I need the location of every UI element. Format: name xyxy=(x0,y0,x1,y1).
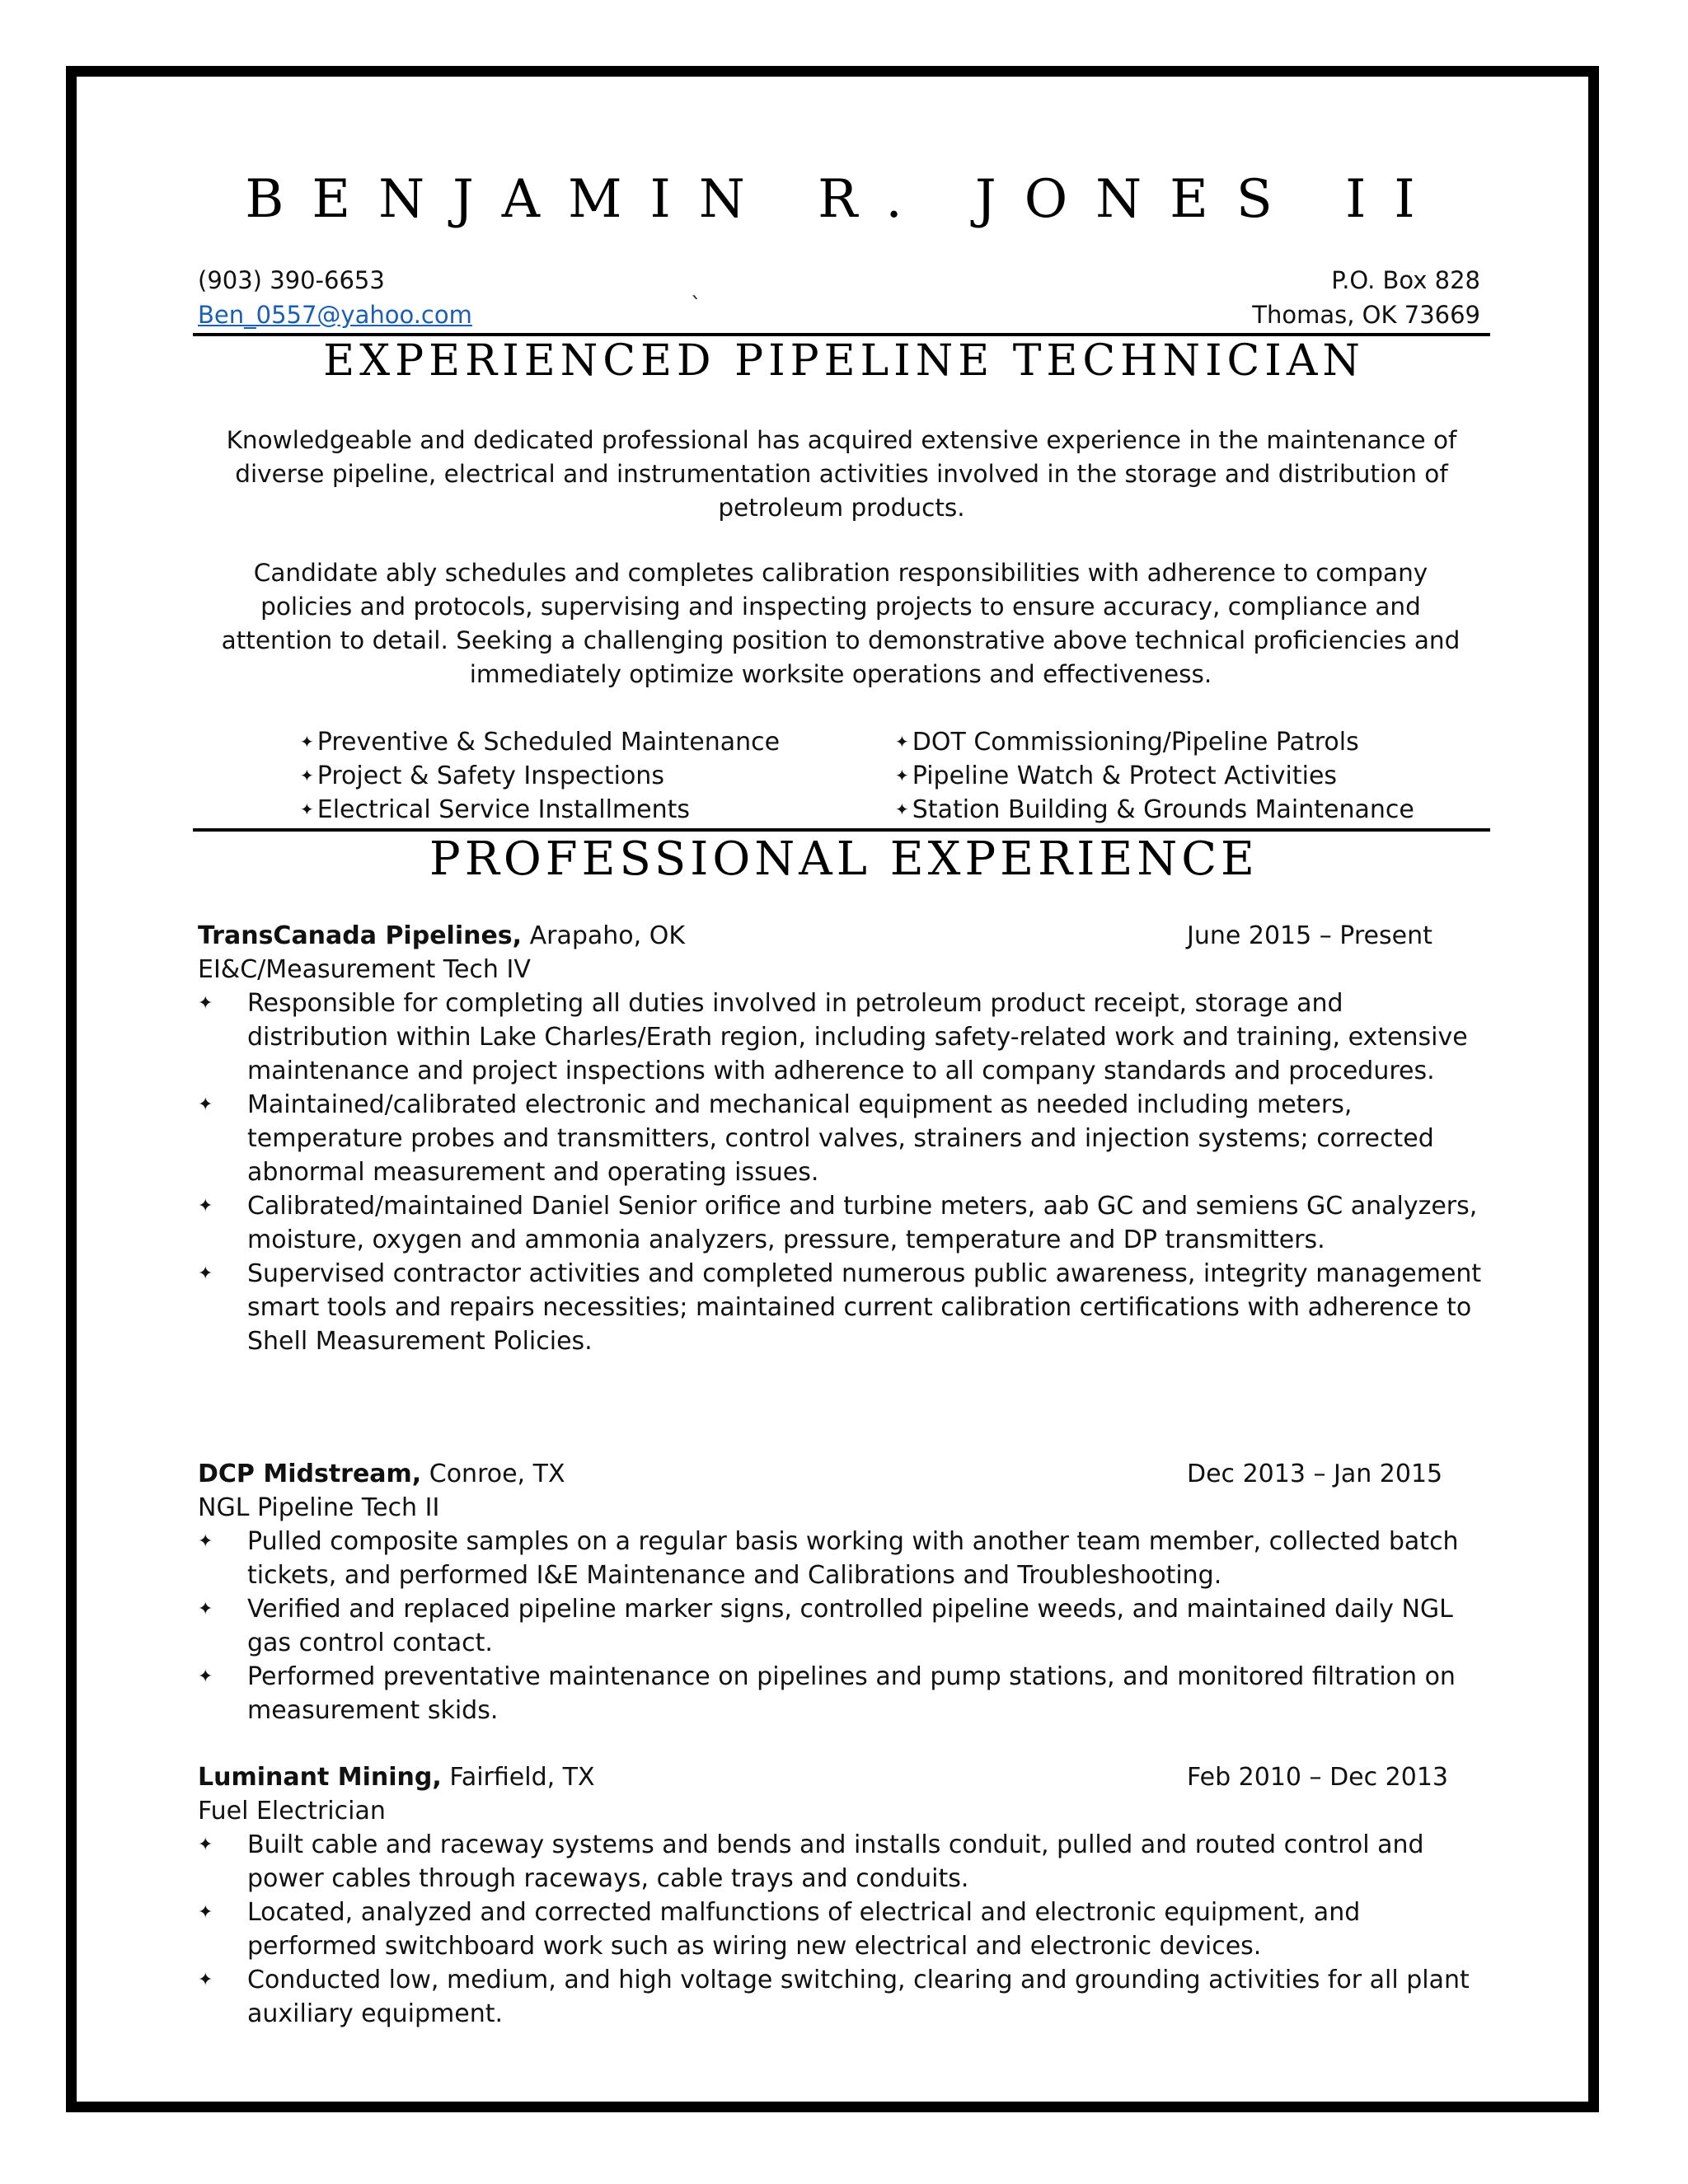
star-bullet-icon: ✦ xyxy=(895,766,909,785)
job-location: Fairfield, TX xyxy=(449,1763,595,1792)
job-dates: Dec 2013 – Jan 2015 xyxy=(1187,1460,1443,1488)
summary-paragraph-1: Knowledgeable and dedicated professional has acquired extensive experience in the maintenance of diverse pipeline, electrical and instrumentation activities involved in the storage and distribution of petroleum products. xyxy=(226,426,1457,522)
skill-item: ✦ DOT Commissioning/Pipeline Patrols xyxy=(895,728,1359,757)
star-bullet-icon: ✦ xyxy=(300,766,314,785)
skills-list-right xyxy=(895,725,1414,827)
experience-heading: PROFESSIONAL EXPERIENCE xyxy=(429,832,1259,886)
star-bullet-icon: ✦ xyxy=(198,1094,213,1115)
job-header xyxy=(198,1457,565,1491)
star-bullet-icon: ✦ xyxy=(198,1666,213,1687)
job-location: Conroe, TX xyxy=(429,1460,565,1488)
skill-item: ✦ Preventive & Scheduled Maintenance xyxy=(300,728,781,757)
job-header xyxy=(198,919,685,953)
star-bullet-icon: ✦ xyxy=(198,1531,213,1552)
skill-item: ✦ Electrical Service Installments xyxy=(300,795,690,824)
company-name: TransCanada Pipelines, xyxy=(198,921,523,950)
company-name: Luminant Mining, xyxy=(198,1763,442,1792)
star-bullet-icon: ✦ xyxy=(895,732,909,752)
stray-mark: ` xyxy=(691,293,701,318)
list-item: ✦ Responsible for completing all duties involved in petroleum product receipt, storage and distribution within Lake Charles/Erath region, including safety-related work and training, extensive maintenance and project inspections with adherence to all company standards and procedures. xyxy=(198,987,1484,1088)
list-item: ✦ Maintained/calibrated electronic and mechanical equipment as needed including meters, temperature probes and transmitters, control valves, strainers and injection systems; corrected abnormal measurement and operating issues. xyxy=(198,1088,1484,1189)
summary-paragraph-2: Candidate ably schedules and completes calibration responsibilities with adherence to company policies and protocols, supervising and inspecting projects to ensure accuracy, compliance and attention to detail. Seeking a challenging position to demonstrative above technical proficiencies and immediately optimize worksite operations and effectiveness. xyxy=(221,559,1461,688)
job-dates: Feb 2010 – Dec 2013 xyxy=(1187,1763,1449,1792)
email-link[interactable]: Ben_0557@yahoo.com xyxy=(198,301,472,329)
star-bullet-icon: ✦ xyxy=(895,799,909,819)
star-bullet-icon: ✦ xyxy=(198,1263,213,1284)
star-bullet-icon: ✦ xyxy=(300,799,314,819)
job-title: Fuel Electrician xyxy=(198,1797,386,1825)
skill-item: ✦ Station Building & Grounds Maintenance xyxy=(895,795,1414,824)
list-item: ✦ Verified and replaced pipeline marker signs, controlled pipeline weeds, and maintained daily NGL gas control contact. xyxy=(198,1592,1484,1660)
star-bullet-icon: ✦ xyxy=(198,1196,213,1216)
list-item: ✦ Calibrated/maintained Daniel Senior orifice and turbine meters, aab GC and semiens GC analyzers, moisture, oxygen and ammonia analyzers, pressure, temperature and DP transmitters. xyxy=(198,1189,1484,1257)
star-bullet-icon: ✦ xyxy=(198,993,213,1014)
candidate-name: BENJAMIN R. JONES II xyxy=(245,169,1443,230)
address-line-2: Thomas, OK 73669 xyxy=(1252,301,1480,329)
list-item: ✦ Built cable and raceway systems and bends and installs conduit, pulled and routed control and power cables through raceways, cable trays and conduits. xyxy=(198,1828,1484,1896)
job-dates: June 2015 – Present xyxy=(1187,921,1432,950)
skill-item: ✦ Project & Safety Inspections xyxy=(300,762,664,790)
job-bullets xyxy=(198,1525,1484,1727)
star-bullet-icon: ✦ xyxy=(300,732,314,752)
list-item: ✦ Conducted low, medium, and high voltage switching, clearing and grounding activities for all plant auxiliary equipment. xyxy=(198,1963,1484,2031)
job-bullets xyxy=(198,1828,1484,2031)
job-header xyxy=(198,1760,595,1794)
list-item: ✦ Pulled composite samples on a regular basis working with another team member, collected batch tickets, and performed I&E Maintenance and Calibrations and Troubleshooting. xyxy=(198,1525,1484,1592)
star-bullet-icon: ✦ xyxy=(198,1835,213,1855)
skills-list-left xyxy=(300,725,780,827)
headline: EXPERIENCED PIPELINE TECHNICIAN xyxy=(323,336,1365,386)
company-name: DCP Midstream, xyxy=(198,1460,422,1488)
address-line-1: P.O. Box 828 xyxy=(1331,266,1480,294)
star-bullet-icon: ✦ xyxy=(198,1902,213,1923)
list-item: ✦ Supervised contractor activities and completed numerous public awareness, integrity management smart tools and repairs necessities; maintained current calibration certifications with adherence to Shell Measurement Policies. xyxy=(198,1257,1484,1358)
list-item: ✦ Located, analyzed and corrected malfunctions of electrical and electronic equipment, and performed switchboard work such as wiring new electrical and electronic devices. xyxy=(198,1896,1484,1963)
star-bullet-icon: ✦ xyxy=(198,1599,213,1619)
list-item: ✦ Performed preventative maintenance on pipelines and pump stations, and monitored filtration on measurement skids. xyxy=(198,1660,1484,1727)
job-title: NGL Pipeline Tech II xyxy=(198,1493,440,1522)
phone-number: (903) 390-6653 xyxy=(198,266,385,294)
job-title: EI&C/Measurement Tech IV xyxy=(198,955,531,984)
job-bullets xyxy=(198,987,1484,1358)
star-bullet-icon: ✦ xyxy=(198,1970,213,1990)
experience-divider xyxy=(193,828,1490,832)
skill-item: ✦ Pipeline Watch & Protect Activities xyxy=(895,762,1338,790)
job-location: Arapaho, OK xyxy=(529,921,686,950)
